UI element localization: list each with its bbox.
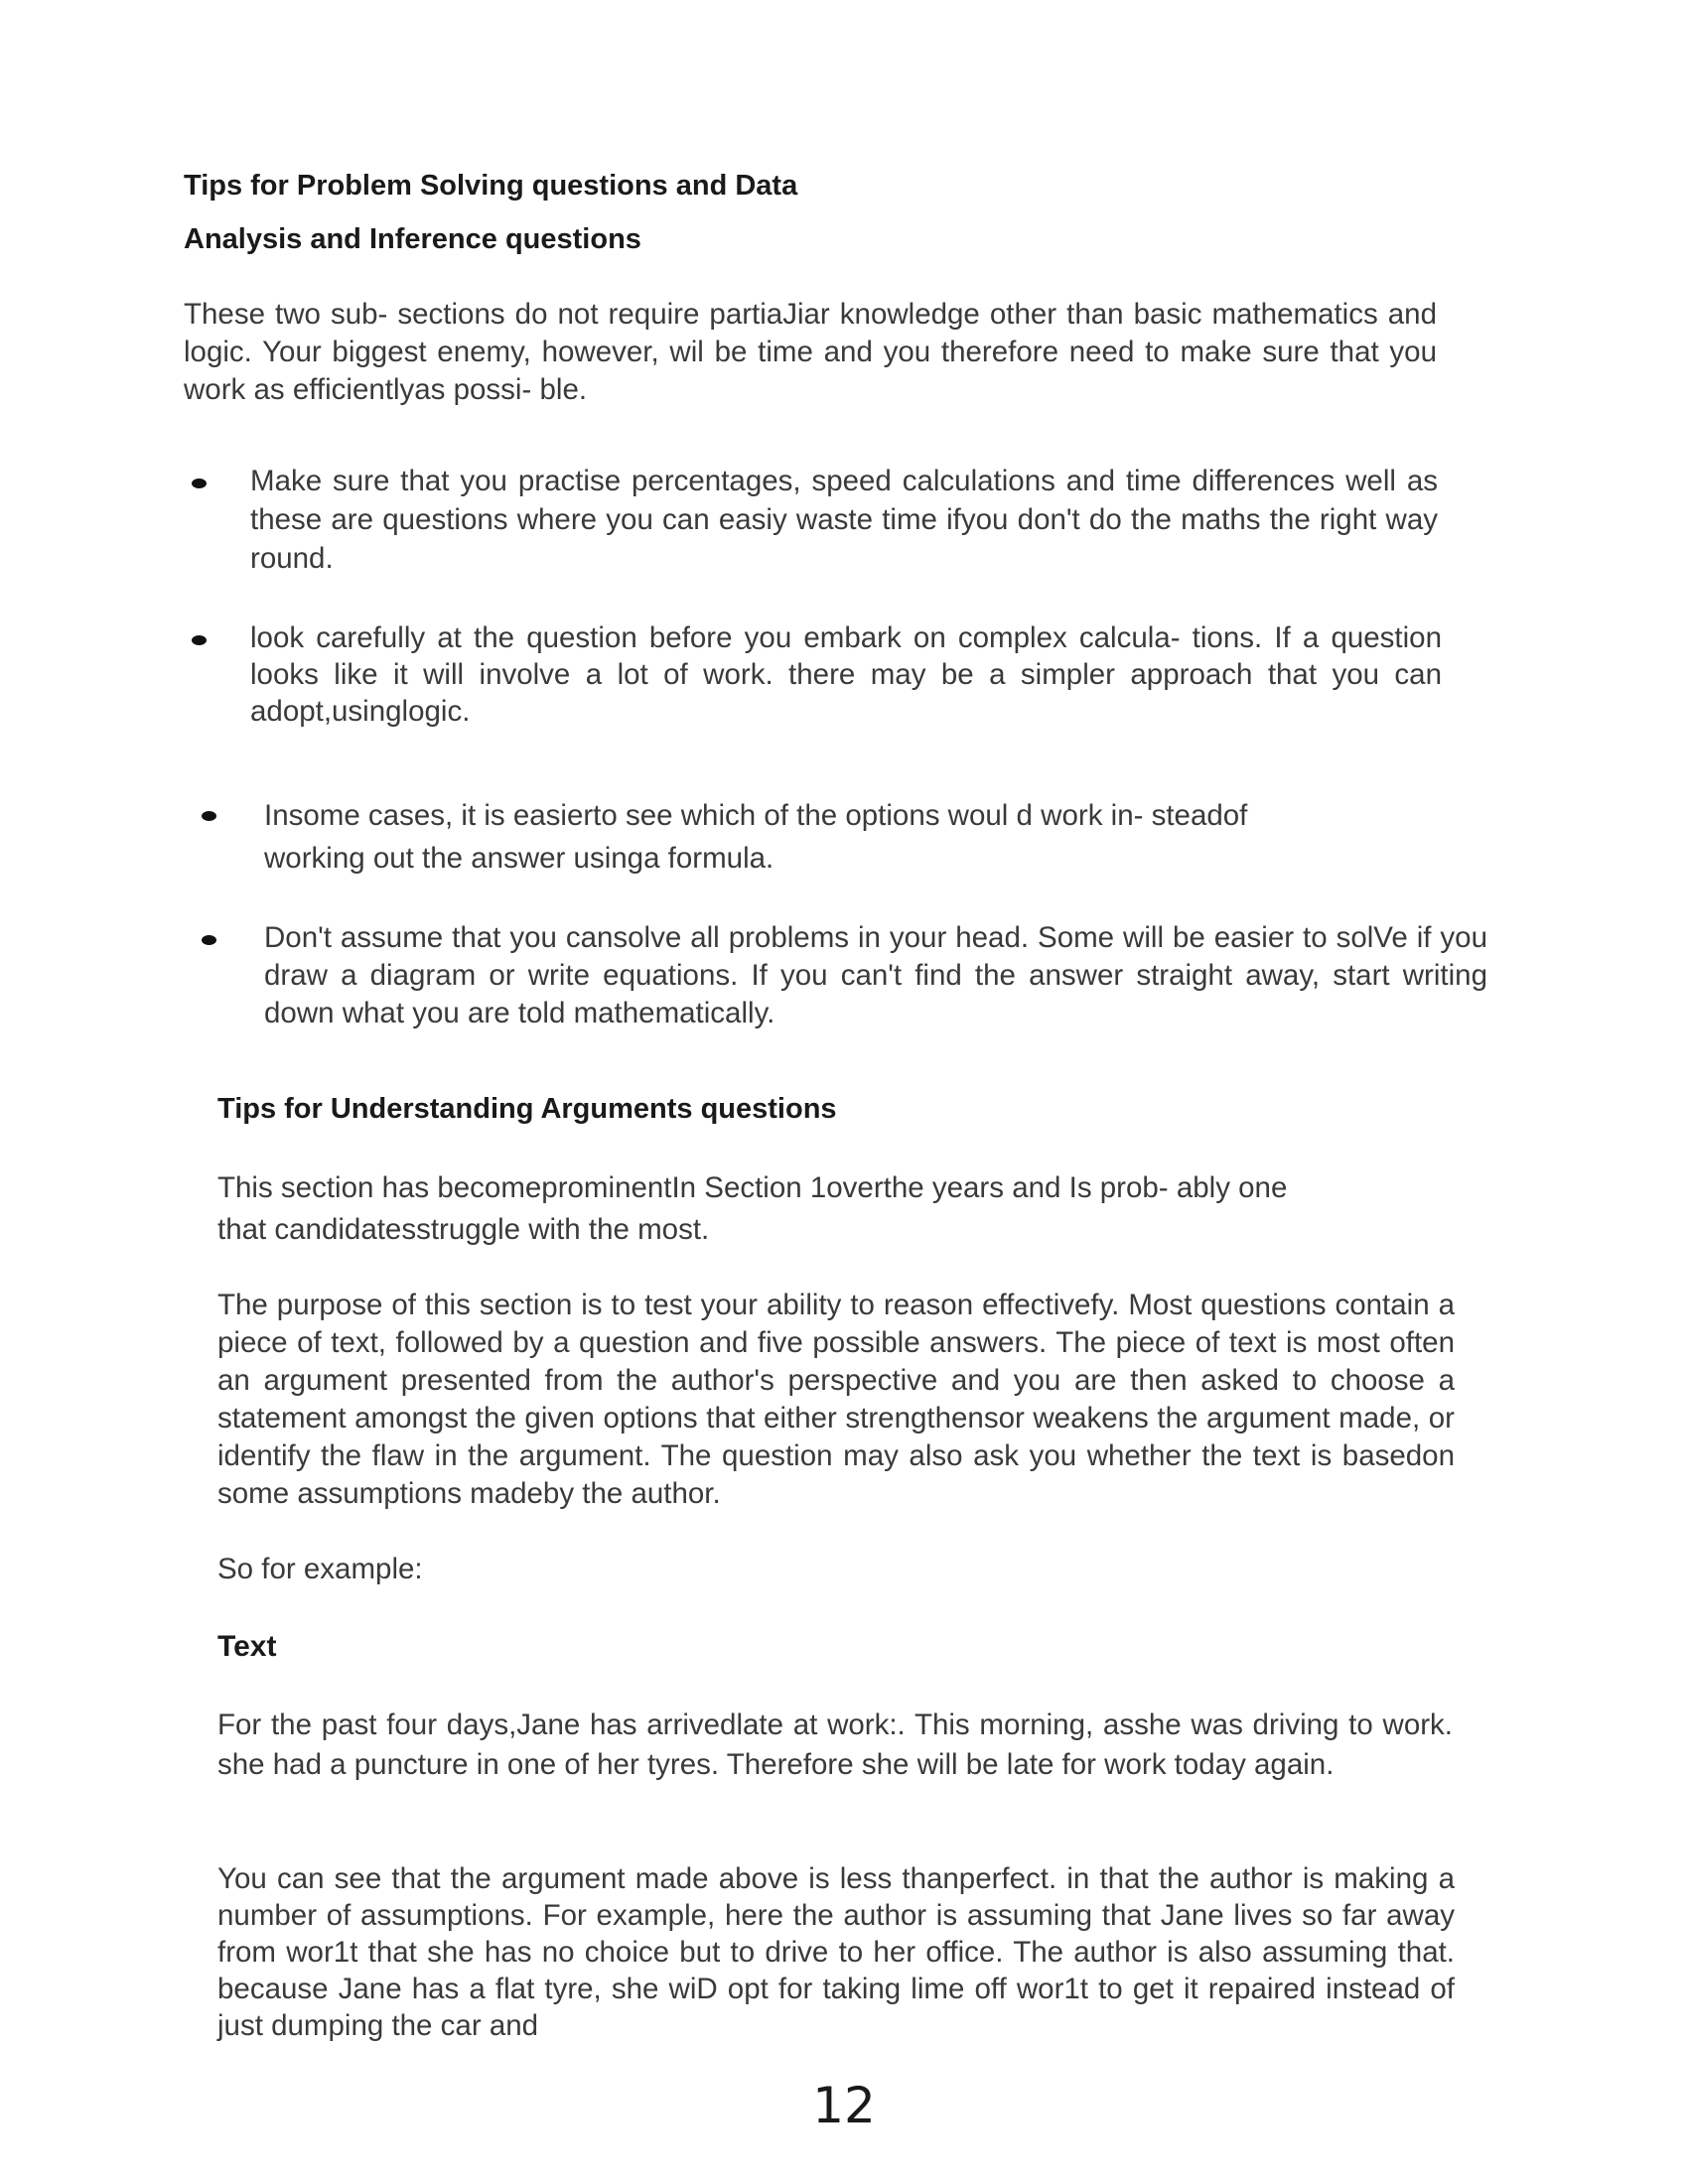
bullet-item-2: look carefully at the question before you embark on complex calcula- tions. If a question looks like it will involve a lot of work. there may be a simpler approach that you can adopt,usinglogic. <box>250 621 1442 728</box>
bullet-item-3: Insome cases, it is easierto see which of the options woul d work in- steadof working out the answer usinga formula. <box>264 799 1248 875</box>
section-heading-problem-solving-line2: Analysis and Inference questions <box>184 223 641 255</box>
intro-paragraph: These two sub- sections do not require partiaJiar knowledge other than basic mathematics and logic. Your biggest enemy, however, wil be time and you therefore need to make sure that you work as efficientlyas possi- ble. <box>184 298 1437 406</box>
example-text: For the past four days,Jane has arrivedlate at work:. This morning, asshe was driving to work. she had a puncture in one of her tyres. Therefore she will be late for work today again. <box>217 1708 1453 1781</box>
arguments-intro-paragraph: This section has becomeprominentIn Section 1overthe years and Is prob- ably one that candidatesstruggle with the most. <box>217 1171 1288 1246</box>
arguments-purpose-paragraph: The purpose of this section is to test your ability to reason effectivefy. Most questions contain a piece of text, followed by a question and five possible answers. The piece of text is most often an argument presented from the author's perspective and you are then asked to choose a statement amongst the given options that either strengthensor weakens the argument made, or identify the flaw in the argument. The question may also ask you whether the text is basedon some assumptions madeby the author. <box>217 1289 1455 1510</box>
assumptions-paragraph: You can see that the argument made above is less thanperfect. in that the author is making a number of assumptions. For example, here the author is assuming that Jane lives so far away from wor1t that she has no choice but to drive to her office. The author is also assuming that. because Jane has a flat tyre, she wiD opt for taking lime off wor1t to get it repaired instead of just dumping the car and <box>217 1862 1455 2042</box>
bullet-icon <box>202 935 216 945</box>
text-label: Text <box>217 1630 277 1663</box>
bullet-item-1: Make sure that you practise percentages, speed calculations and time differences well as these are questions where you can easiy waste time ifyou don't do the maths the right way round. <box>250 465 1438 575</box>
section-heading-arguments: Tips for Understanding Arguments questions <box>217 1093 837 1125</box>
example-intro: So for example: <box>217 1553 423 1585</box>
section-heading-problem-solving-line1: Tips for Problem Solving questions and Data <box>184 170 798 202</box>
bullet-icon <box>192 478 207 488</box>
bullet-item-4: Don't assume that you cansolve all problems in your head. Some will be easier to solVe if you draw a diagram or write equations. If you can't find the answer straight away, start writing down what you are told mathematically. <box>264 921 1487 1029</box>
bullet-icon <box>192 635 207 645</box>
bullet-icon <box>202 811 216 821</box>
page-number: 12 <box>812 2077 876 2134</box>
